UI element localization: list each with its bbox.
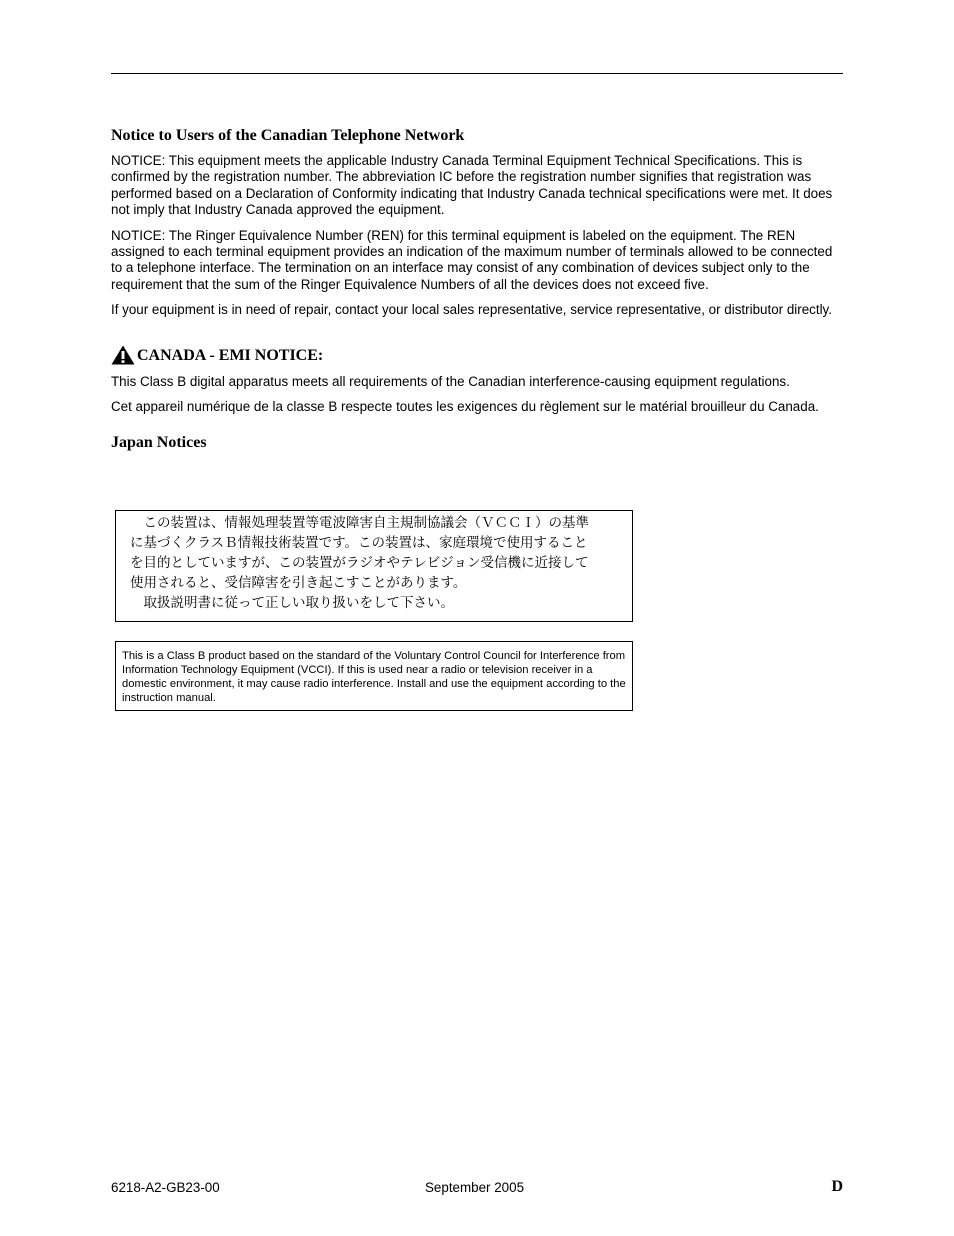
paragraph: This Class B digital apparatus meets all requirements of the Canadian interference-causing equipment regulations. bbox=[111, 373, 790, 389]
vcci-english-notice-box bbox=[115, 641, 633, 711]
canada-emi-heading-text: CANADA - EMI NOTICE: bbox=[137, 346, 324, 364]
canada-emi-section bbox=[111, 346, 843, 416]
vcci-english-text: This is a Class B product based on the standard of the Voluntary Control Council for Interference from Information Technology Equipment (VCCI). If this is used near a radio or television receiver in a domestic environment, it may cause radio interference. Install and use the equipment according to the instruction manual. bbox=[122, 650, 626, 704]
footer-page-number: D bbox=[831, 1178, 843, 1195]
section-heading-japan: Japan Notices bbox=[111, 434, 207, 452]
paragraph: If your equipment is in need of repair, contact your local sales representative, service representative, or distributor directly. bbox=[111, 302, 832, 318]
paragraph: Cet appareil numérique de la classe B respecte toutes les exigences du règlement sur le matérial brouilleur du Canada. bbox=[111, 399, 819, 415]
paragraph: NOTICE: The Ringer Equivalence Number (REN) for this terminal equipment is labeled on the equipment. The REN assigned to each terminal equipment provides an indication of the maximum number of terminals allowed to be connected to a telephone interface. The termination on an interface may consist of any combination of devices subject only to the requirement that the sum of the Ringer Equivalence Numbers of all the devices does not exceed five. bbox=[111, 227, 833, 292]
vcci-japanese-notice-box bbox=[115, 510, 633, 622]
footer-doc-number: 6218-A2-GB23-00 bbox=[111, 1180, 220, 1195]
japan-notices-section bbox=[111, 433, 843, 453]
warning-icon bbox=[111, 345, 135, 365]
section-heading-canada-emi bbox=[111, 346, 843, 366]
footer-date: September 2005 bbox=[425, 1180, 525, 1195]
page-footer bbox=[111, 1178, 843, 1198]
section-heading-canadian-network: Notice to Users of the Canadian Telephone Network bbox=[111, 127, 465, 144]
page-content bbox=[111, 126, 843, 704]
canadian-network-section bbox=[111, 126, 843, 319]
paragraph: NOTICE: This equipment meets the applicable Industry Canada Terminal Equipment Technical Specifications. This is confirmed by the registration number. The abbreviation IC before the registration number signifies that registration was performed based on a Declaration of Conformity indicating that Industry Canada technical specifications were met. It does not imply that Industry Canada approved the equipment. bbox=[111, 153, 833, 218]
header-rule bbox=[111, 73, 843, 74]
vcci-japanese-text: この装置は、情報処理装置等電波障害自主規制協議会（ＶＣＣＩ）の基準 に基づくクラスＢ情報技術装置です。この装置は、家庭環境で使用すること を目的としていますが、この装置がラジオやテレビジョン受信機に近接して 使用されると、受信障害を引き起こすことがあります。 取扱説明書に従って正しい取り扱いをして下さい。 bbox=[130, 515, 589, 611]
